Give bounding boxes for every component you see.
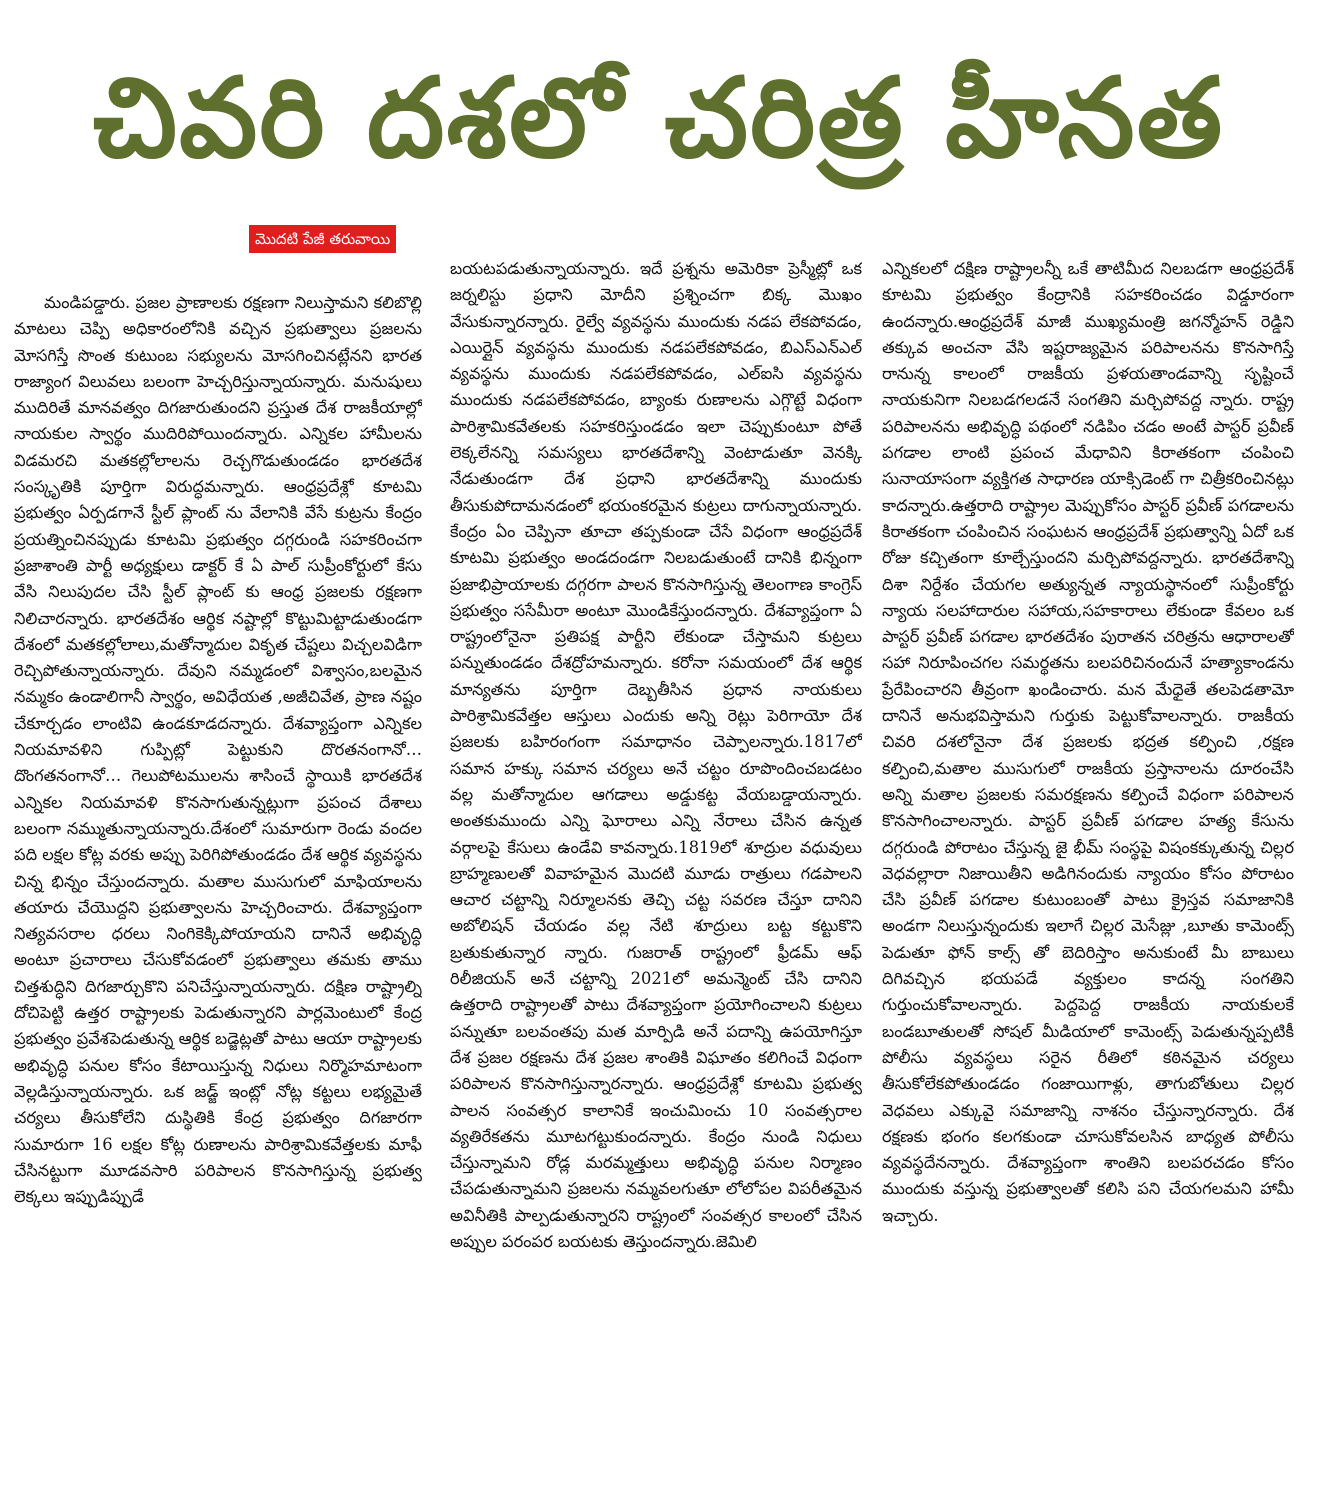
article-paragraph: బయటపడుతున్నాయన్నారు. ఇదే ప్రశ్నను అమెరికా ప్రెస్మీట్లో ఒక జర్నలిస్టు ప్రధాని మోదీని ప్రశ్నించగా బిక్క మొఖం వేసుకున్నారన్నారు. రైల్వే వ్యవస్థను ముందుకు నడప లేకపోవడం, ఎయిర్లైన్ వ్యవస్థను ముందుకు నడపలేకపోవడం, బిఎస్ఎన్ఎల్ వ్యవస్థను ముందుకు నడపలేకపోవడం, ఎల్ఐసి వ్యవస్థను ముందుకు నడపలేకపోవడం, బ్యాంకు రుణాలను ఎగ్గొట్టే విధంగా పారిశ్రామికవేతలకు సహకరిస్తుండడం ఇలా చెప్పుకుంటూ పోతే లెక్కలేనన్ని సమస్యలు భారతదేశాన్ని వెంటాడుతూ వెనక్కి నేడుతుండగా దేశ ప్రధాని భారతదేశాన్ని ముందుకు తీసుకుపోదామనడంలో భయంకరమైన కుట్రలు దాగున్నాయన్నారు. కేంద్రం ఏం చెప్పినా తూచా తప్పకుండా చేసే విధంగా ఆంధ్రప్రదేశ్ కూటమి ప్రభుత్వం అండదండగా నిలబడుతుంటే దానికి భిన్నంగా ప్రజాభిప్రాయాలకు దగ్గరగా పాలన కొనసాగిస్తున్న తెలంగాణ కాంగ్రెస్ ప్రభుత్వం ససేమీరా అంటూ మొండికేస్తుందన్నారు. దేశవ్యాప్తంగా ఏ రాష్ట్రంలోనైనా ప్రతిపక్ష పార్టీని లేకుండా చేస్తామని కుట్రలు పన్నుతుండడం దేశద్రోహమన్నారు. కరోనా సమయంలో దేశ ఆర్థిక మాన్యతను పూర్తిగా దెబ్బతీసిన ప్రధాన నాయకులు పారిశ్రామికవేత్తల ఆస్తులు ఎందుకు అన్ని రెట్లు పెరిగాయో దేశ ప్రజలకు బహిరంగంగా సమాధానం చెప్పాలన్నారు.1817లో సమాన హక్కు సమాన చర్యలు అనే చట్టం రూపొందించబడటం వల్ల మతోన్మాదుల ఆగడాలు అడ్డుకట్ట వేయబడ్డాయన్నారు. అంతకుముందు ఎన్ని ఘోరాలు ఎన్ని నేరాలు చేసిన ఉన్నత వర్గాలపై కేసులు ఉండేవి కావన్నారు.1819లో శూద్రుల వధువులు బ్రాహ్మణులతో వివాహమైన మొదటి మూడు రాత్రులు గడపాలని ఆచార చట్టాన్ని నిర్మూలనకు తెచ్చి చట్ట సవరణ చేస్తూ దానిని అబోలిషన్ చేయడం వల్ల నేటి శూద్రులు బట్ట కట్టుకొని బ్రతుకుతున్నార న్నారు. గుజరాత్ రాష్ట్రంలో ఫ్రీడమ్ ఆఫ్ రిలీజియన్ అనే చట్టాన్ని 2021లో అమన్మెంట్ చేసి దానిని ఉత్తరాది రాష్ట్రాలతో పాటు దేశవ్యాప్తంగా ప్రయోగించాలని కుట్రలు పన్నుతూ బలవంతపు మత మార్పిడి అనే పదాన్ని ఉపయోగిస్తూ దేశ ప్రజల రక్షణను దేశ ప్రజల శాంతికి విఘాతం కలిగించే విధంగా పరిపాలన కొనసాగిస్తున్నారన్నారు. ఆంధ్రప్రదేశ్లో కూటమి ప్రభుత్వ పాలన సంవత్సర కాలానికే ఇంచుమించు 10 సంవత్సరాల వ్యతిరేకతను మూటగట్టుకుందన్నారు. కేంద్రం నుండి నిధులు చేస్తున్నామని రోడ్ల మరమ్మత్తులు అభివృద్ధి పనుల నిర్మాణం చేపడుతున్నామని ప్రజలను నమ్మవలగుతూ లోలోపల విపరీతమైన అవినీతికి పాల్పడుతున్నారని రాష్ట్రంలో సంవత్సర కాలంలో చేసిన అప్పుల పరంపర బయటకు తెస్తుందన్నారు.జెమిలి: [450, 259, 862, 1251]
article-paragraph: మండిపడ్డారు. ప్రజల ప్రాణాలకు రక్షణగా నిలుస్తామని కలిబొల్లి మాటలు చెప్పి అధికారంలోనికి వచ్చిన ప్రభుత్వాలు ప్రజలను మోసగిస్తే సొంత కుటుంబ సభ్యులను మోసగించినట్లేనని భారత రాజ్యాంగ విలువలు బలంగా హెచ్చరిస్తున్నాయన్నారు. మనుషులు ముదిరితే మానవత్వం దిగజారుతుందని ప్రస్తుత దేశ రాజకీయాల్లో నాయకుల స్వార్థం ముదిరిపోయిందన్నారు. ఎన్నికల హామీలను విడమరచి మతకల్లోలాలను రెచ్చగొడుతుండడం భారతదేశ సంస్కృతికి పూర్తిగా విరుద్ధమన్నారు. ఆంధ్రప్రదేశ్లో కూటమి ప్రభుత్వం ఏర్పడగానే స్టీల్ ప్లాంట్ ను వేలానికి వేసే కుట్రను కేంద్రం ప్రయత్నించినప్పుడు కూటమి ప్రభుత్వం దగ్గరుండి సహకరించగా ప్రజాశాంతి పార్టీ అధ్యక్షులు డాక్టర్ కే ఏ పాల్ సుప్రీంకోర్టులో కేసు వేసి నిలుపుదల చేసి స్టీల్ ప్లాంట్ కు ఆంధ్ర ప్రజలకు రక్షణగా నిలిచారన్నారు. భారతదేశం ఆర్థిక నష్టాల్లో కొట్టుమిట్టాడుతుండగా దేశంలో మతకల్లోలాలు,మతోన్మాదుల వికృత చేష్టలు విచ్చలవిడిగా రెచ్చిపోతున్నాయన్నారు. దేవుని నమ్మడంలో విశ్వాసం,బలమైన నమ్మకం ఉండాలిగానీ స్వార్థం, అవిధేయత ,అజీచివేత, ప్రాణ నష్టం చేకూర్చడం లాంటివి ఉండకూడదన్నారు. దేశవ్యాప్తంగా ఎన్నికల నియమావళిని గుప్పిట్లో పెట్టుకుని దొరతనంగానో…దొంగతనంగానో… గెలుపోటములను శాసించే స్థాయికి భారతదేశ ఎన్నికల నియమావళి కొనసాగుతున్నట్లుగా ప్రపంచ దేశాలు బలంగా నమ్ముతున్నాయన్నారు.దేశంలో సుమారుగా రెండు వందల పది లక్షల కోట్ల వరకు అప్పు పెరిగిపోతుండడం దేశ ఆర్థిక వ్యవస్థను చిన్న భిన్నం చేస్తుందన్నారు. మతాల ముసుగులో మాఫియాలను తయారు చేయొద్దని ప్రభుత్వాలను హెచ్చరించారు. దేశవ్యాప్తంగా నిత్యవసరాల ధరలు నింగికెక్కిపోయాయని దానినే అభివృద్ధి అంటూ ప్రచారాలు చేసుకోవడంలో ప్రభుత్వాలు తమకు తాము చిత్తశుద్ధిని దిగజార్చుకొని పనిచేస్తున్నాయన్నారు. దక్షిణ రాష్ట్రాల్ని దోచిపెట్టి ఉత్తర రాష్ట్రాలకు పెడుతున్నారని పార్లమెంటులో కేంద్ర ప్రభుత్వం ప్రవేశపెడుతున్న ఆర్థిక బడ్జెట్లతో పాటు ఆయా రాష్ట్రాలకు అభివృద్ధి పనుల కోసం కేటాయిస్తున్న నిధులు నిర్మొహమాటంగా వెల్లడిస్తున్నాయన్నారు. ఒక జడ్జ్ ఇంట్లో నోట్ల కట్టలు లభ్యమైతే చర్యలు తీసుకోలేని దుస్థితికి కేంద్ర ప్రభుత్వం దిగజారగా సుమారుగా 16 లక్షల కోట్ల రుణాలను పారిశ్రామికవేత్తలకు మాఫీ చేసినట్టుగా మూడవసారి పరిపాలన కొనసాగిస్తున్న ప్రభుత్వ లెక్కలు ఇప్పుడిప్పుడే: [14, 293, 422, 1207]
headline: [0, 48, 1317, 248]
continued-from-front-page-tag: మొదటి పేజీ తరువాయి: [249, 225, 396, 253]
article-column-2: [450, 256, 862, 1490]
article-column-3: [882, 256, 1294, 1490]
headline-text: చివరి దశలో చరిత్ర హీనత: [92, 54, 1225, 182]
article-paragraph: ఎన్నికలలో దక్షిణ రాష్ట్రాలన్నీ ఒకే తాటిమీద నిలబడగా ఆంధ్రప్రదేశ్ కూటమి ప్రభుత్వం కేంద్రానికి సహకరించడం విడ్డూరంగా ఉందన్నారు.ఆంధ్రప్రదేశ్ మాజీ ముఖ్యమంత్రి జగన్మోహన్ రెడ్డిని తక్కువ అంచనా వేసి ఇష్టరాజ్యమైన పరిపాలనను కొనసాగిస్తే రానున్న కాలంలో రాజకీయ ప్రళయతాండవాన్ని సృష్టించే నాయకునిగా నిలబడగలడనే సంగతిని మర్చిపోవద్ద న్నారు. రాష్ట్ర పరిపాలనను అభివృద్ధి పథంలో నడిపిం చడం అంటే పాస్టర్ ప్రవీణ్ పగడాల లాంటి ప్రపంచ మేధావిని కిరాతకంగా చంపించి సునాయాసంగా వ్యక్తిగత సాధారణ యాక్సిడెంట్ గా చిత్రీకరించినట్లు కాదన్నారు.ఉత్తరాది రాష్ట్రాల మెప్పుకోసం పాస్టర్ ప్రవీణ్ పగడాలను కిరాతకంగా చంపించిన సంఘటన ఆంధ్రప్రదేశ్ ప్రభుత్వాన్ని ఏదో ఒక రోజు కచ్చితంగా కూల్చేస్తుందని మర్చిపోవద్దన్నారు. భారతదేశాన్ని దిశా నిర్దేశం చేయగల అత్యున్నత న్యాయస్థానంలో సుప్రీంకోర్టు న్యాయ సలహాదారుల సహాయ,సహకారాలు లేకుండా కేవలం ఒక పాస్టర్ ప్రవీణ్ పగడాల భారతదేశం పురాతన చరిత్రను ఆధారాలతో సహా నిరూపించగల సమర్థతను బలపరిచినందునే హత్యాకాండను ప్రేరేపించారని తీవ్రంగా ఖండించారు. మన మేధైతే తలపెడతామో దానినే అనుభవిస్తామని గుర్తుకు పెట్టుకోవాలన్నారు. రాజకీయ చివరి దశలోనైనా దేశ ప్రజలకు భద్రత కల్పించి ,రక్షణ కల్పించి,మతాల ముసుగులో రాజకీయ ప్రస్తానాలను దూరంచేసి అన్ని మతాల ప్రజలకు సమరక్షణను కల్పించే విధంగా పరిపాలన కొనసాగించాలన్నారు. పాస్టర్ ప్రవీణ్ పగడాల హత్య కేసును దగ్గరుండి పోరాటం చేస్తున్న జై భీమ్ సంస్థపై విషంకక్కుతున్న చిల్లర వెధవల్లారా నిజాయితీని అడిగినందుకు న్యాయం కోసం పోరాటం చేసి ప్రవీణ్ పగడాల కుటుంబంతో పాటు క్రైస్తవ సమాజానికి అండగా నిలుస్తున్నందుకు ఇలాగే చిల్లర మెసేజ్లు ,బూతు కామెంట్స్ పెడుతూ ఫోన్ కాల్స్ తో బెదిరిస్తాం అనుకుంటే మీ బాబులు దిగివచ్చిన భయపడే వ్యక్తులం కాదన్న సంగతిని గుర్తుంచుకోవాలన్నారు. పెద్దపెద్ద రాజకీయ నాయకులకే బండబూతులతో సోషల్ మీడియాలో కామెంట్స్ పెడుతున్నప్పటికీ పోలీసు వ్యవస్థలు సరైన రీతిలో కఠినమైన చర్యలు తీసుకోలేకపోతుండడం గంజాయిగాళ్లు, తాగుబోతులు చిల్లర వెధవలు ఎక్కువై సమాజాన్ని నాశనం చేస్తున్నారన్నారు. దేశ రక్షణకు భంగం కలగకుండా చూసుకోవలసిన బాధ్యత పోలీసు వ్యవస్థదేనన్నారు. దేశవ్యాప్తంగా శాంతిని బలపరచడం కోసం ముందుకు వస్తున్న ప్రభుత్వాలతో కలిసి పని చేయగలమని హామీ ఇచ్చారు.: [882, 259, 1294, 1225]
article-column-1: [14, 256, 422, 1490]
